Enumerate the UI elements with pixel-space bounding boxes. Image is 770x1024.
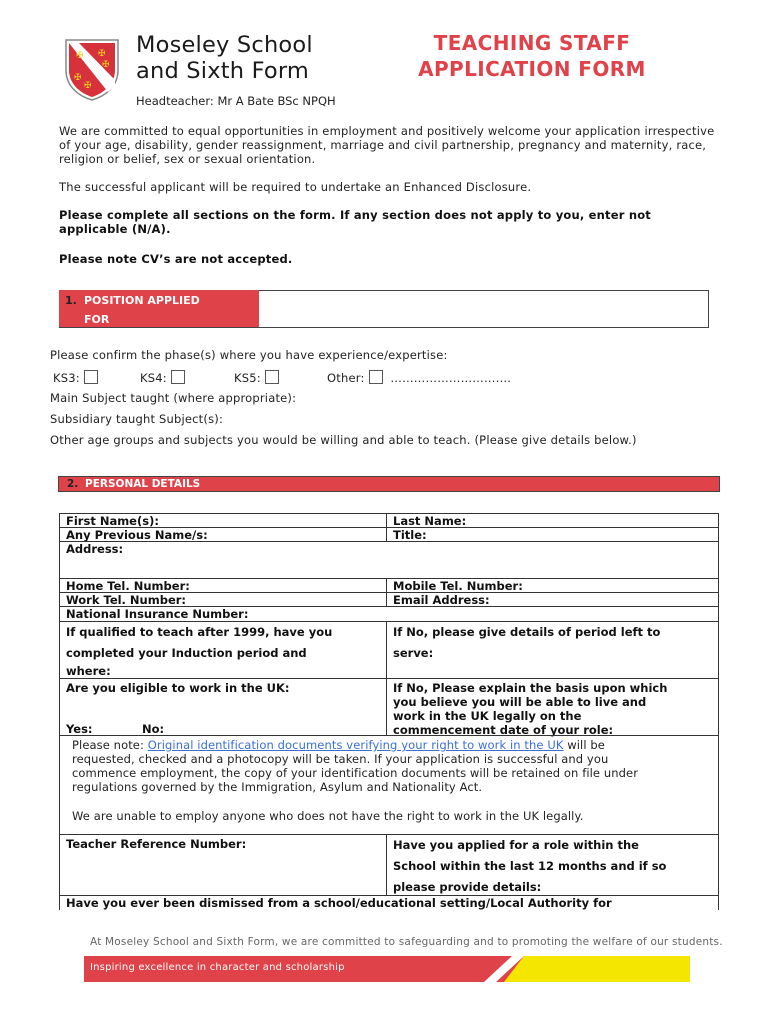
previous-names-field[interactable] xyxy=(59,527,387,542)
section2-header xyxy=(58,476,720,492)
ks4-option xyxy=(140,370,185,385)
mobile-tel-label: Mobile Tel. Number: xyxy=(393,579,523,593)
form-title xyxy=(402,30,662,82)
first-name-field[interactable] xyxy=(59,513,387,528)
previous-application-label-line1: Have you applied for a role within the xyxy=(393,838,639,852)
other-checkbox[interactable] xyxy=(369,370,383,384)
first-name-label: First Name(s): xyxy=(66,514,159,528)
previous-names-label: Any Previous Name/s: xyxy=(66,528,208,542)
induction-field[interactable] xyxy=(59,621,387,679)
ni-number-field[interactable] xyxy=(59,606,719,622)
note-line4: regulations governed by the Immigration, Asylum and Nationality Act. xyxy=(72,780,483,794)
last-name-label: Last Name: xyxy=(393,514,467,528)
ks4-label: KS4: xyxy=(140,371,167,385)
svg-text:✠: ✠ xyxy=(102,60,110,70)
eligibility-field[interactable] xyxy=(59,678,387,736)
email-label: Email Address: xyxy=(393,593,490,607)
svg-text:✠: ✠ xyxy=(76,51,84,61)
explain-label-line3: work in the UK legally on the xyxy=(393,709,582,723)
ks3-option xyxy=(53,370,98,385)
main-subject-label: Main Subject taught (where appropriate): xyxy=(50,391,297,405)
school-name-line1: Moseley School xyxy=(136,32,313,58)
note-line3: commence employment, the copy of your identification documents will be retained on file under xyxy=(72,766,639,780)
period-left-label-line1: If No, please give details of period left to xyxy=(393,625,661,639)
section1-number: 1. xyxy=(65,294,77,307)
ks3-checkbox[interactable] xyxy=(84,370,98,384)
ni-number-label: National Insurance Number: xyxy=(66,607,249,621)
right-to-work-explanation-field[interactable] xyxy=(386,678,719,736)
previous-application-field[interactable] xyxy=(386,834,719,896)
home-tel-field[interactable] xyxy=(59,578,387,593)
note-line5: We are unable to employ anyone who does not have the right to work in the UK legally. xyxy=(72,809,584,823)
other-groups-label: Other age groups and subjects you would be willing and able to teach. (Please give details below.) xyxy=(50,433,637,447)
period-left-label-line2: serve: xyxy=(393,646,434,660)
work-tel-field[interactable] xyxy=(59,592,387,607)
explain-label-line4: commencement date of your role: xyxy=(393,723,614,737)
right-to-work-link[interactable]: Original identification documents verifying your right to work in the UK xyxy=(147,738,564,752)
subsidiary-subject-label: Subsidiary taught Subject(s): xyxy=(50,412,224,426)
mobile-tel-field[interactable] xyxy=(386,578,719,593)
induction-period-left-field[interactable] xyxy=(386,621,719,679)
address-label: Address: xyxy=(66,542,124,556)
svg-text:✠: ✠ xyxy=(74,73,82,83)
explain-label-line2: you believe you will be able to live and xyxy=(393,695,647,709)
form-title-line2: APPLICATION FORM xyxy=(418,57,646,81)
address-field[interactable] xyxy=(59,541,719,579)
email-field[interactable] xyxy=(386,592,719,607)
home-tel-label: Home Tel. Number: xyxy=(66,579,190,593)
phase-prompt: Please confirm the phase(s) where you have experience/expertise: xyxy=(50,348,448,362)
school-name xyxy=(136,32,313,84)
school-crest-logo xyxy=(62,36,122,102)
induction-label-line3: where: xyxy=(66,664,111,678)
previous-application-label-line3: please provide details: xyxy=(393,880,542,894)
safeguarding-statement: At Moseley School and Sixth Form, we are committed to safeguarding and to promoting the welfare of our students. xyxy=(90,936,723,948)
section2-number: 2. xyxy=(67,478,79,490)
section2-title: PERSONAL DETAILS xyxy=(85,478,201,490)
teacher-reference-label: Teacher Reference Number: xyxy=(66,837,247,851)
note-after-link: will be xyxy=(563,738,605,752)
school-name-line2: and Sixth Form xyxy=(136,58,310,84)
induction-label-line2: completed your Induction period and xyxy=(66,646,307,660)
footer-motto: Inspiring excellence in character and scholarship xyxy=(90,962,345,973)
eligibility-no-option[interactable]: No: xyxy=(142,722,165,736)
explain-label-line1: If No, Please explain the basis upon which xyxy=(393,681,668,695)
eligibility-label: Are you eligible to work in the UK: xyxy=(66,681,290,695)
ks5-option xyxy=(234,370,279,385)
title-label: Title: xyxy=(393,528,427,542)
teacher-reference-field[interactable] xyxy=(59,834,387,896)
note-line2: requested, checked and a photocopy will be taken. If your application is successful and you xyxy=(72,752,609,766)
instructions-paragraph: Please complete all sections on the form. If any section does not apply to you, enter not applicable (N/A). xyxy=(59,208,652,236)
svg-text:✠: ✠ xyxy=(84,81,92,91)
previous-application-label-line2: School within the last 12 months and if so xyxy=(393,859,667,873)
svg-text:✠: ✠ xyxy=(98,49,106,59)
dismissal-question-label: Have you ever been dismissed from a school/educational setting/Local Authority for xyxy=(66,896,612,910)
other-blank[interactable]: ……………………….… xyxy=(390,371,512,385)
disclosure-paragraph: The successful applicant will be required to undertake an Enhanced Disclosure. xyxy=(59,180,532,194)
ks5-checkbox[interactable] xyxy=(265,370,279,384)
last-name-field[interactable] xyxy=(386,513,719,528)
form-title-line1: TEACHING STAFF xyxy=(433,31,631,55)
ks4-checkbox[interactable] xyxy=(171,370,185,384)
equal-opportunities-paragraph: We are committed to equal opportunities in employment and positively welcome your application irrespective of your age, disability, gender reassignment, marriage and civil partnership, pregnancy and maternity, race, religion or belief, sex or sexual orientation. xyxy=(59,124,715,166)
ks3-label: KS3: xyxy=(53,371,80,385)
section1-title-line2: FOR xyxy=(84,313,110,326)
induction-label-line1: If qualified to teach after 1999, have you xyxy=(66,625,333,639)
note-line1 xyxy=(72,738,712,752)
cv-note: Please note CV’s are not accepted. xyxy=(59,252,293,266)
note-prefix: Please note: xyxy=(72,738,148,752)
section1-label xyxy=(59,290,259,327)
headteacher-line: Headteacher: Mr A Bate BSc NPQH xyxy=(136,94,336,108)
other-label: Other: xyxy=(327,371,365,385)
eligibility-yes-option[interactable]: Yes: xyxy=(66,722,93,736)
title-field[interactable] xyxy=(386,527,719,542)
work-tel-label: Work Tel. Number: xyxy=(66,593,187,607)
ks5-label: KS5: xyxy=(234,371,261,385)
dismissal-question-field[interactable] xyxy=(59,895,719,910)
other-option xyxy=(327,370,511,385)
section1-title-line1: POSITION APPLIED xyxy=(84,294,200,307)
